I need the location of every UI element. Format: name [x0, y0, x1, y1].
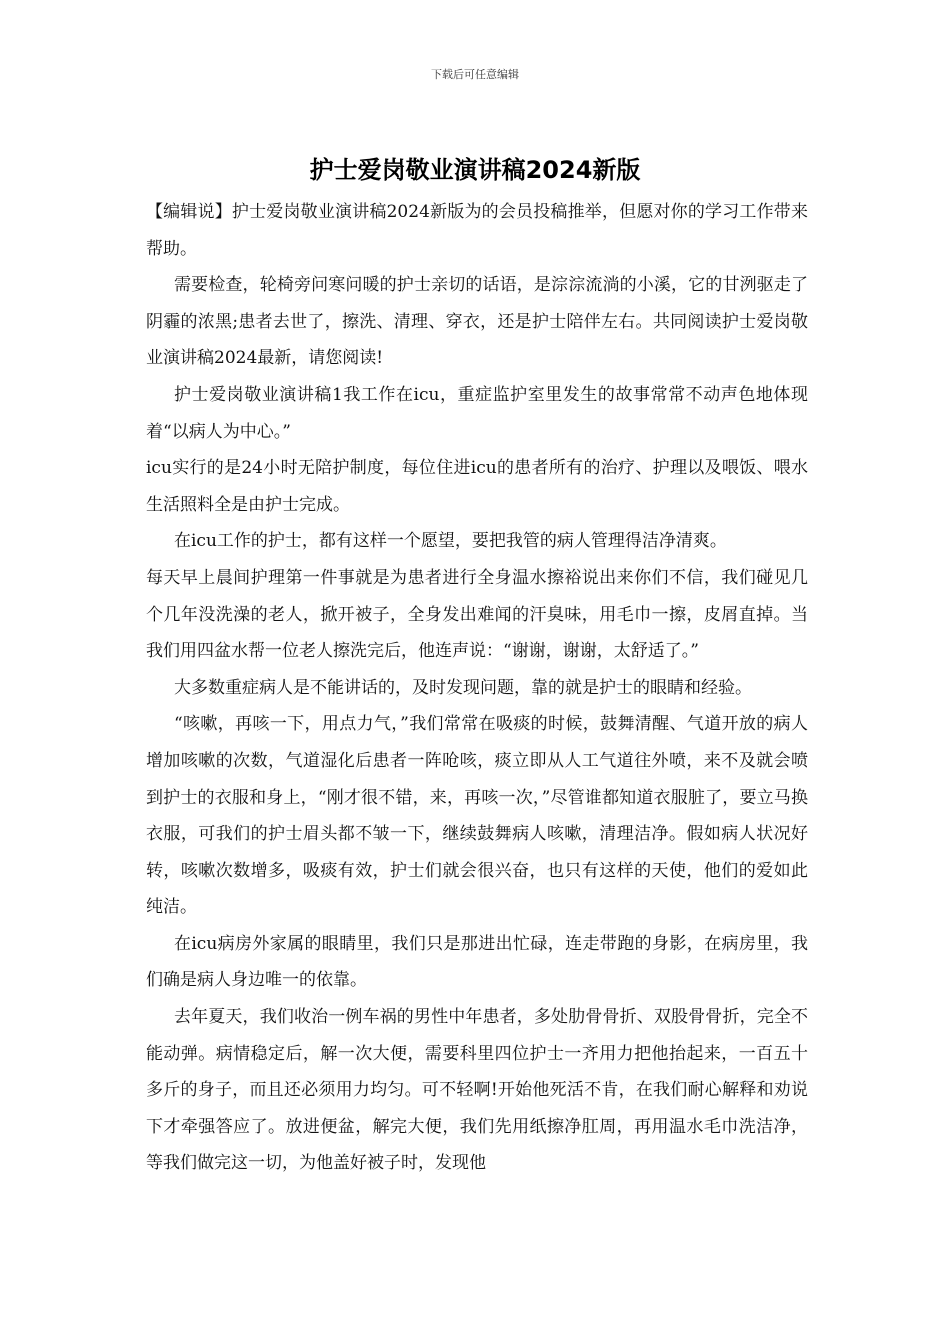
page-header-note: 下载后可任意编辑: [431, 68, 519, 81]
paragraph: 大多数重症病人是不能讲话的，及时发现问题，靠的就是护士的眼睛和经验。: [174, 677, 752, 698]
paragraph: 护士爱岗敬业演讲稿1我工作在icu，重症监护室里发生的故事常常不动声色地体现着“以病人为中心。”: [146, 384, 808, 442]
paragraph: 每天早上晨间护理第一件事就是为患者进行全身温水擦裕说出来你们不信，我们碰见几个几年没洗澡的老人，掀开被子，全身发出难闻的汗臭味，用毛巾一擦，皮屑直掉。当我们用四盆水帮一位老人擦洗完后，他连声说：“谢谢，谢谢，太舒适了。”: [146, 567, 808, 662]
document-body: [146, 194, 808, 1182]
paragraph: 需要检查，轮椅旁问寒问暖的护士亲切的话语，是淙淙流淌的小溪，它的甘洌驱走了阴霾的浓黑;患者去世了，擦洗、清理、穿衣，还是护士陪伴左右。共同阅读护士爱岗敬业演讲稿2024最新，请您阅读!: [146, 275, 808, 369]
paragraph-editor-note: 【编辑说】护士爱岗敬业演讲稿2024新版为的会员投稿推举，但愿对你的学习工作带来帮助。: [146, 202, 808, 259]
paragraph: 在icu病房外家属的眼睛里，我们只是那进出忙碌，连走带跑的身影，在病房里，我们确是病人身边唯一的依靠。: [146, 933, 808, 991]
document-title: 护士爱岗敬业演讲稿2024新版: [309, 156, 641, 184]
paragraph: “咳嗽，再咳一下，用点力气，”我们常常在吸痰的时候，鼓舞清醒、气道开放的病人增加咳嗽的次数，气道湿化后患者一阵呛咳，痰立即从人工气道往外喷，来不及就会喷到护士的衣服和身上，“刚才很不错，来，再咳一次，”尽管谁都知道衣服脏了，要立马换衣服，可我们的护士眉头都不皱一下，继续鼓舞病人咳嗽，清理洁净。假如病人状况好转，咳嗽次数增多，吸痰有效，护士们就会很兴奋，也只有这样的天使，他们的爱如此纯洁。: [146, 714, 808, 918]
paragraph: 去年夏天，我们收治一例车祸的男性中年患者，多处肋骨骨折、双股骨骨折，完全不能动弹。病情稳定后，解一次大便，需要科里四位护士一齐用力把他抬起来，一百五十多斤的身子，而且还必须用力均匀。可不轻啊!开始他死活不肯，在我们耐心解释和劝说下才牵强答应了。放进便盆，解完大便，我们先用纸擦净肛周，再用温水毛巾洗洁净，等我们做完这一切，为他盖好被子时，发现他: [146, 1007, 808, 1174]
paragraph: icu实行的是24小时无陪护制度，每位住进icu的患者所有的治疗、护理以及喂饭、喂水生活照料全是由护士完成。: [146, 458, 808, 515]
paragraph: 在icu工作的护士，都有这样一个愿望，要把我管的病人管理得洁净清爽。: [174, 531, 727, 552]
